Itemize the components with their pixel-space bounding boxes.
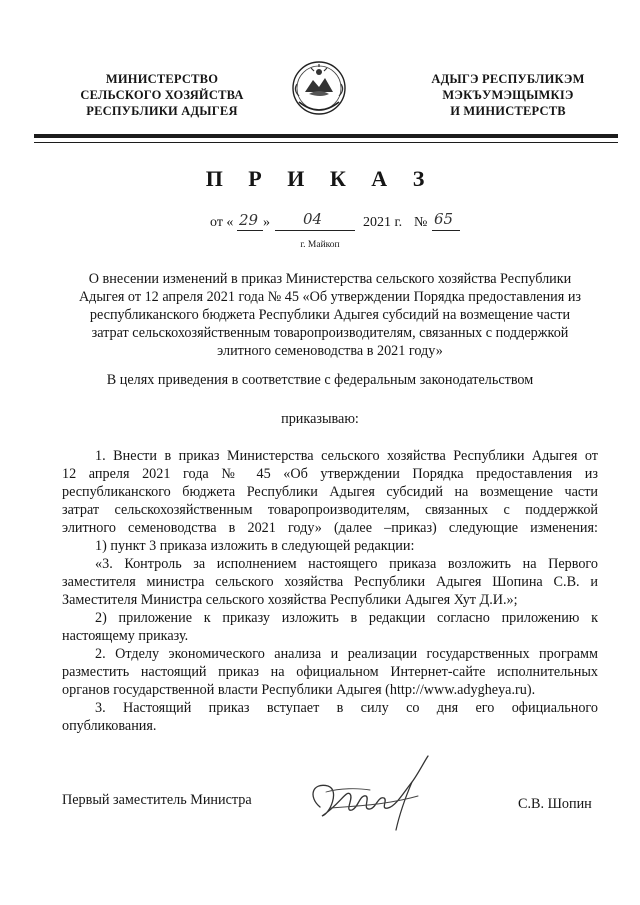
body-line: органов государственной власти Республики Адыгея (http://www.adygheya.ru). [62, 682, 536, 698]
ministry-name-russian [62, 71, 262, 119]
body-line: республиканского бюджета Республики Адыгея субсидий на возмещение части [62, 484, 598, 500]
handwritten-signature-icon [300, 752, 440, 837]
day-underline [237, 230, 263, 231]
order-word: приказываю: [281, 411, 359, 427]
coat-of-arms-icon [291, 58, 347, 122]
signatory-role: Первый заместитель Министра [62, 792, 252, 808]
header-divider-thick [34, 134, 618, 138]
purpose-statement: В целях приведения в соответствие с федеральным законодательством [106, 372, 534, 388]
body-line: заместителя министра сельского хозяйства Республики Адыгея Шопина С.В. и [62, 574, 598, 590]
body-line: опубликования. [62, 718, 157, 734]
number-underline [432, 230, 460, 231]
ministry-name-line: СЕЛЬСКОГО ХОЗЯЙСТВА [80, 88, 244, 102]
ministry-name-line: МЭКЪУМЭЩЫМКIЭ [442, 88, 574, 102]
ministry-name-line: И МИНИСТЕРСТВ [450, 104, 566, 118]
body-line: 2. Отделу экономического анализа и реализации государственных программ [95, 646, 598, 662]
date-year: 2021 г. [363, 215, 403, 230]
order-date-line [210, 210, 500, 237]
ministry-name-line: РЕСПУБЛИКИ АДЫГЕЯ [86, 104, 238, 118]
month-underline [275, 230, 355, 231]
ministry-name-line: АДЫГЭ РЕСПУБЛИКЭМ [431, 72, 585, 86]
subject-line: О внесении изменений в приказ Министерства сельского хозяйства Республики [88, 271, 572, 287]
signatory-name: С.В. Шопин [518, 796, 592, 812]
order-number: 65 [434, 210, 454, 228]
date-close-quote: » [263, 215, 270, 230]
body-line: 12 апреля 2021 года № 45 «Об утверждении Порядка предоставления из [62, 466, 598, 482]
subject-line: элитного семеноводства в 2021 году» [217, 343, 443, 359]
date-month: 04 [303, 210, 323, 228]
document-title: П Р И К А З [205, 166, 435, 191]
body-line: 1) пункт 3 приказа изложить в следующей редакции: [95, 538, 415, 554]
subject-line: затрат сельскохозяйственным товаропроизводителям, связанных с поддержкой [91, 325, 569, 341]
ministry-name-adyghe [398, 71, 618, 119]
body-line: 1. Внести в приказ Министерства сельского хозяйства Республики Адыгея от [95, 448, 598, 464]
body-line: элитного семеноводства в 2021 году» (далее –приказ) следующие изменения: [62, 520, 598, 536]
body-line: настоящему приказу. [62, 628, 189, 644]
body-line: Заместителя Министра сельского хозяйства Республики Адыгея Хут Д.И.»; [62, 592, 518, 608]
order-number-sign: № [414, 215, 428, 230]
subject-line: республиканского бюджета Республики Адыгея субсидий на возмещение части [89, 307, 571, 323]
body-line: разместить настоящий приказ на официальном Интернет-сайте исполнительных [62, 664, 598, 680]
order-subject [70, 270, 590, 360]
ministry-name-line: МИНИСТЕРСТВО [105, 72, 219, 86]
subject-line: Адыгея от 12 апреля 2021 года № 45 «Об утверждении Порядка предоставления из [78, 289, 582, 305]
header-divider-thin [34, 142, 618, 143]
body-line: «3. Контроль за исполнением настоящего приказа возложить на Первого [95, 556, 598, 572]
date-prefix: от « [210, 215, 234, 230]
body-line: затрат сельскохозяйственным товаропроизводителям, связанных с поддержкой [62, 502, 598, 518]
date-day: 29 [239, 211, 259, 229]
issue-city: г. Майкоп [300, 240, 340, 250]
body-line: 2) приложение к приказу изложить в редакции согласно приложению к [95, 610, 598, 626]
body-line: 3. Настоящий приказ вступает в силу со дня его официального [95, 700, 598, 716]
